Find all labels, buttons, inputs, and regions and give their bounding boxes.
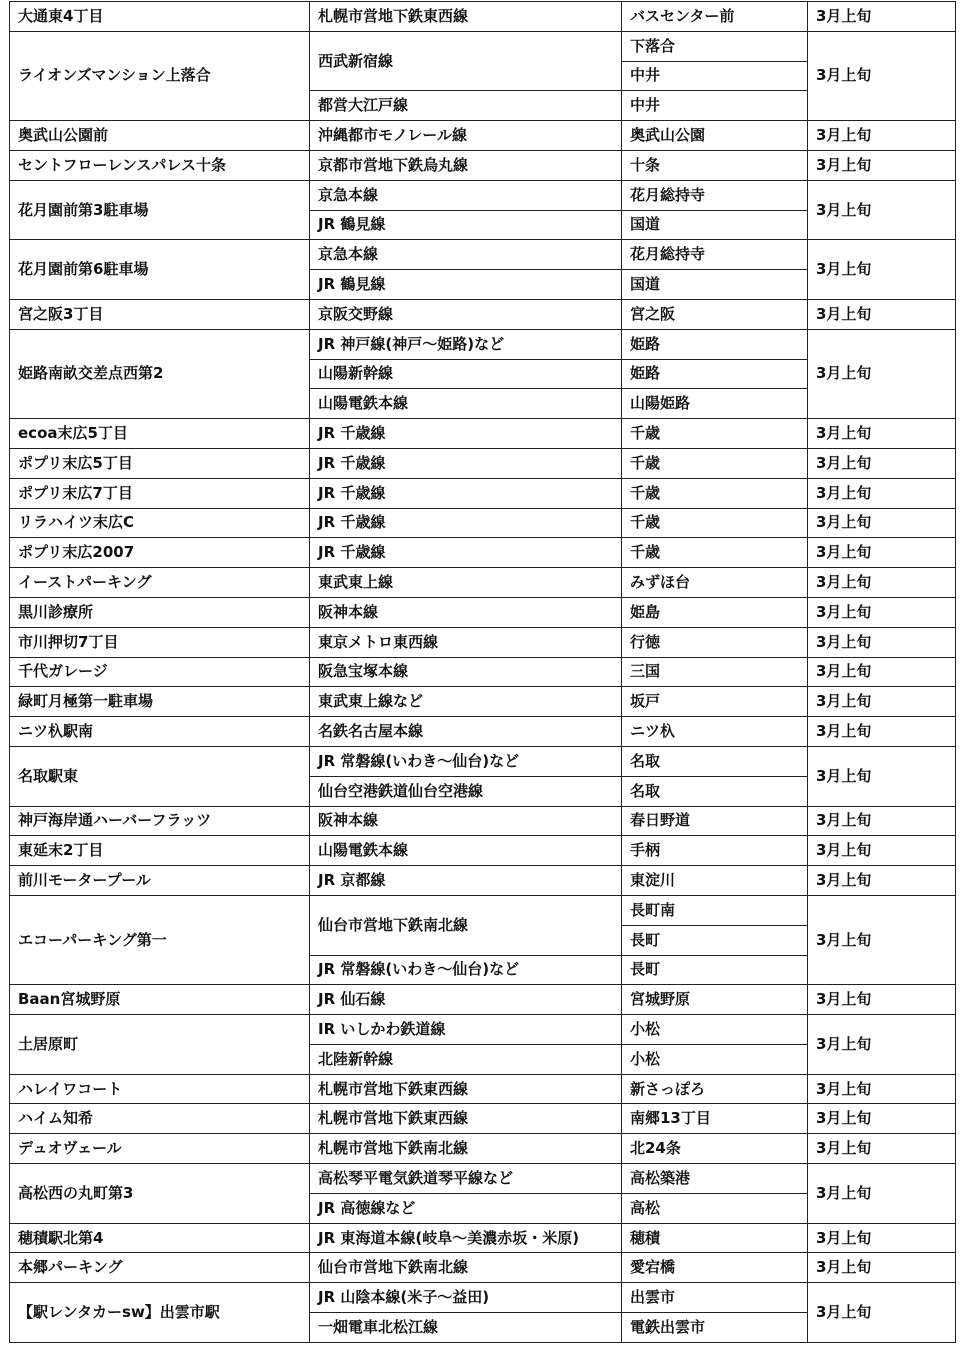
station-cell: 宮城野原 (622, 985, 808, 1015)
timing-cell: 3月上旬 (808, 2, 956, 32)
line-cell: 山陽電鉄本線 (310, 836, 622, 866)
line-cell: 沖縄都市モノレール線 (310, 121, 622, 151)
timing-cell: 3月上旬 (808, 1134, 956, 1164)
station-cell: 名取 (622, 776, 808, 806)
table-row (10, 1134, 956, 1164)
line-cell: 東京メトロ東西線 (310, 627, 622, 657)
line-cell: JR 千歳線 (310, 538, 622, 568)
station-cell: 千歳 (622, 538, 808, 568)
line-cell: JR 千歳線 (310, 448, 622, 478)
location-name-cell: 黒川診療所 (10, 597, 310, 627)
line-cell: JR 常磐線(いわき～仙台)など (310, 955, 622, 985)
table-row (10, 866, 956, 896)
timing-cell: 3月上旬 (808, 329, 956, 418)
location-name-cell: デュオヴェール (10, 1134, 310, 1164)
table-row (10, 836, 956, 866)
station-cell: 穂積 (622, 1223, 808, 1253)
line-cell: JR 京都線 (310, 866, 622, 896)
station-cell: 国道 (622, 270, 808, 300)
table-row (10, 1223, 956, 1253)
line-cell: JR 東海道本線(岐阜～美濃赤坂・米原) (310, 1223, 622, 1253)
line-cell: 仙台空港鉄道仙台空港線 (310, 776, 622, 806)
line-cell: 東武東上線など (310, 687, 622, 717)
line-cell: JR 高徳線など (310, 1193, 622, 1223)
line-cell: JR 鶴見線 (310, 210, 622, 240)
location-name-cell: 本郷パーキング (10, 1253, 310, 1283)
location-name-cell: 花月園前第6駐車場 (10, 240, 310, 300)
table-row (10, 419, 956, 449)
station-cell: 手柄 (622, 836, 808, 866)
timing-cell: 3月上旬 (808, 657, 956, 687)
timing-cell: 3月上旬 (808, 180, 956, 240)
line-cell: 札幌市営地下鉄東西線 (310, 1074, 622, 1104)
line-cell: 札幌市営地下鉄東西線 (310, 2, 622, 32)
line-cell: 札幌市営地下鉄東西線 (310, 1104, 622, 1134)
timing-cell: 3月上旬 (808, 538, 956, 568)
line-cell: 京急本線 (310, 180, 622, 210)
table-row (10, 1015, 956, 1045)
location-name-cell: ポプリ末広7丁目 (10, 478, 310, 508)
table-row (10, 240, 956, 270)
line-cell: JR 仙石線 (310, 985, 622, 1015)
line-cell: 山陽電鉄本線 (310, 389, 622, 419)
station-cell: 花月総持寺 (622, 240, 808, 270)
line-cell: 名鉄名古屋本線 (310, 717, 622, 747)
station-cell: 東淀川 (622, 866, 808, 896)
location-name-cell: セントフローレンスパレス十条 (10, 150, 310, 180)
timing-cell: 3月上旬 (808, 1164, 956, 1224)
line-cell: 京阪交野線 (310, 299, 622, 329)
line-cell: JR 山陰本線(米子～益田) (310, 1283, 622, 1313)
line-cell: 高松琴平電気鉄道琴平線など (310, 1164, 622, 1194)
table-row (10, 1253, 956, 1283)
table-row (10, 1164, 956, 1194)
table-row (10, 806, 956, 836)
line-cell: IR いしかわ鉄道線 (310, 1015, 622, 1045)
table-row (10, 627, 956, 657)
timing-cell: 3月上旬 (808, 806, 956, 836)
station-cell: みずほ台 (622, 568, 808, 598)
station-cell: 電鉄出雲市 (622, 1313, 808, 1343)
station-cell: 千歳 (622, 419, 808, 449)
location-name-cell: 土居原町 (10, 1015, 310, 1075)
timing-cell: 3月上旬 (808, 240, 956, 300)
table-row (10, 121, 956, 151)
table-row (10, 150, 956, 180)
timing-cell: 3月上旬 (808, 1253, 956, 1283)
station-cell: 中井 (622, 91, 808, 121)
station-cell: 春日野道 (622, 806, 808, 836)
timing-cell: 3月上旬 (808, 985, 956, 1015)
location-name-cell: 【駅レンタカーsw】出雲市駅 (10, 1283, 310, 1343)
table-row (10, 538, 956, 568)
line-cell: JR 千歳線 (310, 478, 622, 508)
station-cell: ニツ杁 (622, 717, 808, 747)
station-cell: 長町 (622, 925, 808, 955)
table-row (10, 568, 956, 598)
station-cell: 名取 (622, 746, 808, 776)
location-name-cell: 市川押切7丁目 (10, 627, 310, 657)
location-name-cell: エコーパーキング第一 (10, 895, 310, 984)
location-name-cell: 前川モータープール (10, 866, 310, 896)
location-name-cell: 東延末2丁目 (10, 836, 310, 866)
location-name-cell: リラハイツ末広C (10, 508, 310, 538)
station-cell: 花月総持寺 (622, 180, 808, 210)
location-name-cell: 神戸海岸通ハーバーフラッツ (10, 806, 310, 836)
timing-cell: 3月上旬 (808, 597, 956, 627)
station-cell: 三国 (622, 657, 808, 687)
location-name-cell: 高松西の丸町第3 (10, 1164, 310, 1224)
timing-cell: 3月上旬 (808, 568, 956, 598)
timing-cell: 3月上旬 (808, 1074, 956, 1104)
station-cell: 中井 (622, 61, 808, 91)
line-cell: 東武東上線 (310, 568, 622, 598)
line-cell: 阪神本線 (310, 806, 622, 836)
timing-cell: 3月上旬 (808, 478, 956, 508)
line-cell: 札幌市営地下鉄南北線 (310, 1134, 622, 1164)
station-cell: 姫路 (622, 329, 808, 359)
line-cell: 山陽新幹線 (310, 359, 622, 389)
station-cell: 千歳 (622, 508, 808, 538)
station-cell: 愛宕橋 (622, 1253, 808, 1283)
station-cell: 姫路 (622, 359, 808, 389)
location-name-cell: イーストパーキング (10, 568, 310, 598)
line-cell: JR 千歳線 (310, 508, 622, 538)
table-row (10, 31, 956, 61)
timing-cell: 3月上旬 (808, 866, 956, 896)
timing-cell: 3月上旬 (808, 687, 956, 717)
table-row (10, 2, 956, 32)
table-row (10, 687, 956, 717)
station-cell: 下落合 (622, 31, 808, 61)
station-cell: 行徳 (622, 627, 808, 657)
station-cell: 新さっぽろ (622, 1074, 808, 1104)
timing-cell: 3月上旬 (808, 1015, 956, 1075)
timing-cell: 3月上旬 (808, 419, 956, 449)
timing-cell: 3月上旬 (808, 121, 956, 151)
timing-cell: 3月上旬 (808, 717, 956, 747)
table-row (10, 180, 956, 210)
line-cell: 仙台市営地下鉄南北線 (310, 1253, 622, 1283)
station-cell: 高松築港 (622, 1164, 808, 1194)
table-row (10, 657, 956, 687)
line-cell: JR 鶴見線 (310, 270, 622, 300)
table-row (10, 746, 956, 776)
line-cell: 仙台市営地下鉄南北線 (310, 895, 622, 955)
table-row (10, 1104, 956, 1134)
line-cell: JR 千歳線 (310, 419, 622, 449)
timing-cell: 3月上旬 (808, 746, 956, 806)
table-row (10, 448, 956, 478)
station-cell: 高松 (622, 1193, 808, 1223)
line-cell: JR 常磐線(いわき～仙台)など (310, 746, 622, 776)
line-cell: 京都市営地下鉄烏丸線 (310, 150, 622, 180)
table-row (10, 717, 956, 747)
location-name-cell: Baan宮城野原 (10, 985, 310, 1015)
location-name-cell: 姫路南畝交差点西第2 (10, 329, 310, 418)
location-name-cell: 奥武山公園前 (10, 121, 310, 151)
station-cell: 長町南 (622, 895, 808, 925)
table-row (10, 508, 956, 538)
timing-cell: 3月上旬 (808, 31, 956, 120)
location-name-cell: ニツ杁駅南 (10, 717, 310, 747)
table-row (10, 985, 956, 1015)
timing-cell: 3月上旬 (808, 508, 956, 538)
location-name-cell: ポプリ末広2007 (10, 538, 310, 568)
station-cell: 姫島 (622, 597, 808, 627)
station-cell: バスセンター前 (622, 2, 808, 32)
timing-cell: 3月上旬 (808, 1283, 956, 1343)
station-cell: 宮之阪 (622, 299, 808, 329)
station-cell: 十条 (622, 150, 808, 180)
timing-cell: 3月上旬 (808, 627, 956, 657)
line-cell: JR 神戸線(神戸～姫路)など (310, 329, 622, 359)
location-name-cell: 緑町月極第一駐車場 (10, 687, 310, 717)
table-row (10, 1283, 956, 1313)
table-row (10, 299, 956, 329)
line-cell: 一畑電車北松江線 (310, 1313, 622, 1343)
location-name-cell: 大通東4丁目 (10, 2, 310, 32)
timing-cell: 3月上旬 (808, 836, 956, 866)
station-cell: 長町 (622, 955, 808, 985)
parking-station-table (9, 1, 956, 1343)
station-cell: 小松 (622, 1015, 808, 1045)
table-body (10, 2, 956, 1343)
line-cell: 西武新宿線 (310, 31, 622, 91)
location-name-cell: 穂積駅北第4 (10, 1223, 310, 1253)
table-row (10, 329, 956, 359)
timing-cell: 3月上旬 (808, 1223, 956, 1253)
station-cell: 小松 (622, 1044, 808, 1074)
station-cell: 坂戸 (622, 687, 808, 717)
timing-cell: 3月上旬 (808, 448, 956, 478)
location-name-cell: 千代ガレージ (10, 657, 310, 687)
station-cell: 奥武山公園 (622, 121, 808, 151)
location-name-cell: ecoa末広5丁目 (10, 419, 310, 449)
line-cell: 阪神本線 (310, 597, 622, 627)
table-row (10, 1074, 956, 1104)
line-cell: 北陸新幹線 (310, 1044, 622, 1074)
line-cell: 都営大江戸線 (310, 91, 622, 121)
station-cell: 南郷13丁目 (622, 1104, 808, 1134)
station-cell: 北24条 (622, 1134, 808, 1164)
station-cell: 国道 (622, 210, 808, 240)
station-cell: 千歳 (622, 448, 808, 478)
table-row (10, 478, 956, 508)
location-name-cell: 名取駅東 (10, 746, 310, 806)
location-name-cell: 宮之阪3丁目 (10, 299, 310, 329)
station-cell: 千歳 (622, 478, 808, 508)
station-cell: 山陽姫路 (622, 389, 808, 419)
timing-cell: 3月上旬 (808, 895, 956, 984)
location-name-cell: ライオンズマンション上落合 (10, 31, 310, 120)
timing-cell: 3月上旬 (808, 299, 956, 329)
timing-cell: 3月上旬 (808, 1104, 956, 1134)
location-name-cell: ハイム知希 (10, 1104, 310, 1134)
timing-cell: 3月上旬 (808, 150, 956, 180)
station-cell: 出雲市 (622, 1283, 808, 1313)
table-row (10, 597, 956, 627)
location-name-cell: ハレイワコート (10, 1074, 310, 1104)
line-cell: 阪急宝塚本線 (310, 657, 622, 687)
line-cell: 京急本線 (310, 240, 622, 270)
location-name-cell: ポプリ末広5丁目 (10, 448, 310, 478)
location-name-cell: 花月園前第3駐車場 (10, 180, 310, 240)
table-row (10, 895, 956, 925)
